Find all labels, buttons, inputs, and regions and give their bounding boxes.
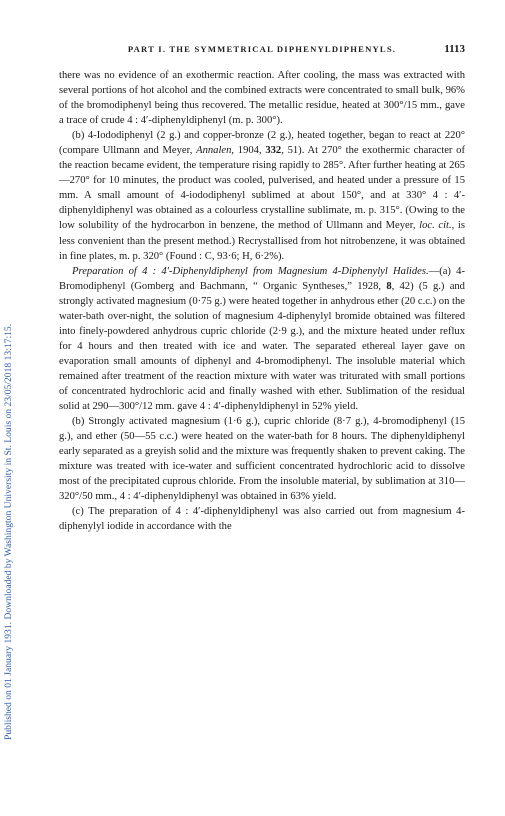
paragraph-magnesium-c: (c) The preparation of 4 : 4′-diphenyldiphenyl was also carried out from magnesium 4-diphenylyl iodide in accordance with the bbox=[59, 506, 465, 533]
paragraph-magnesium-b: (b) Strongly activated magnesium (1·6 g.), cupric chloride (8·7 g.), 4-bromodiphenyl (15 g.), and ether (50—55 c.c.) were heated on the water-bath for 8 hours. The diphenyldiphenyl early separated as a greyish solid and the mixture was frequently shaken to prevent caking. The mixture was treated with ice-water and sufficient concentrated hydrochloric acid to dissolve most of the precipitated cuprous chloride. From the insoluble material, by sublimation at 310—320°/50 mm., 4 : 4′-diphenyldiphenyl was obtained in 63% yield. bbox=[59, 416, 465, 503]
running-title: PART I. THE SYMMETRICAL DIPHENYLDIPHENYLS. bbox=[127, 44, 397, 54]
download-watermark-sidebar bbox=[0, 0, 26, 816]
page-number: 1113 bbox=[444, 43, 465, 55]
journal-name: Annalen bbox=[196, 145, 232, 157]
syntheses-volume: 8 bbox=[386, 280, 392, 292]
loc-cit: loc. cit. bbox=[419, 220, 452, 232]
paragraph-iododiphenyl: (b) 4-Iododiphenyl (2 g.) and copper-bronze (2 g.), heated together, began to react at 220° (compare Ullmann and Meyer, Annalen, 1904, 332, 51). At 270° the exothermic character of the reaction became evident, the temperature rising rapidly to 285°. After further heating at 265—270° for 10 minutes, the product was cooled, pulverised, and heated under a pressure of 15 mm. A small amount of 4-iododiphenyl sublimed at about 150°, and at 330° 4 : 4′-diphenyldiphenyl was obtained as a colourless crystalline sublimate, m. p. 315°. (Owing to the low solubility of the hydrocarbon in benzene, the method of Ullmann and Meyer, loc. cit., is less convenient than the present method.) Recrystallised from hot nitrobenzene, it was obtained in fine plates, m. p. 320° (Found : C, 93·6; H, 6·2%). bbox=[59, 130, 465, 262]
page-header bbox=[59, 44, 465, 60]
journal-volume: 332 bbox=[265, 145, 282, 157]
paragraph-magnesium-a: Preparation of 4 : 4′-Diphenyldiphenyl from Magnesium 4-Diphenylyl Halides.—(a) 4-Bromodiphenyl (Gomberg and Bachmann, “ Organic Syntheses,” 1928, 8, 42) (5 g.) and strongly activated magnesium (0·75 g.) were heated together in anhydrous ether (20 c.c.) on the water-bath over-night, the solution of magnesium 4-diphenylyl bromide obtained was filtered into finely-powdered anhydrous cupric chloride (2·9 g.), and the mixture heated under reflux for 4 hours and then treated with ice and water. The separated ethereal layer gave on evaporation small amounts of diphenyl and 4-bromodiphenyl. The insoluble material which remained after treatment of the reaction mixture with water was triturated with small portions of concentrated hydrochloric acid and finally washed with ether. Sublimation of the residual solid at 290—300°/12 mm. gave 4 : 4′-diphenyldiphenyl in 52% yield. bbox=[59, 265, 466, 413]
section-heading: Preparation of 4 : 4′-Diphenyldiphenyl from Magnesium 4-Diphenylyl Halides. bbox=[72, 265, 429, 277]
download-watermark-text: Published on 01 January 1931. Downloaded by Washington University in St. Louis on 23/05/2018 13:17:15. bbox=[3, 323, 14, 740]
article-body bbox=[59, 68, 465, 534]
paragraph-continuation: there was no evidence of an exothermic reaction. After cooling, the mass was extracted with several portions of hot alcohol and the combined extracts were concentrated to small bulk, 96% of the bromodiphenyl being thus recovered. The metallic residue, heated at 300°/15 mm., gave a trace of crude 4 : 4′-diphenyldiphenyl (m. p. 300°). bbox=[59, 70, 465, 127]
